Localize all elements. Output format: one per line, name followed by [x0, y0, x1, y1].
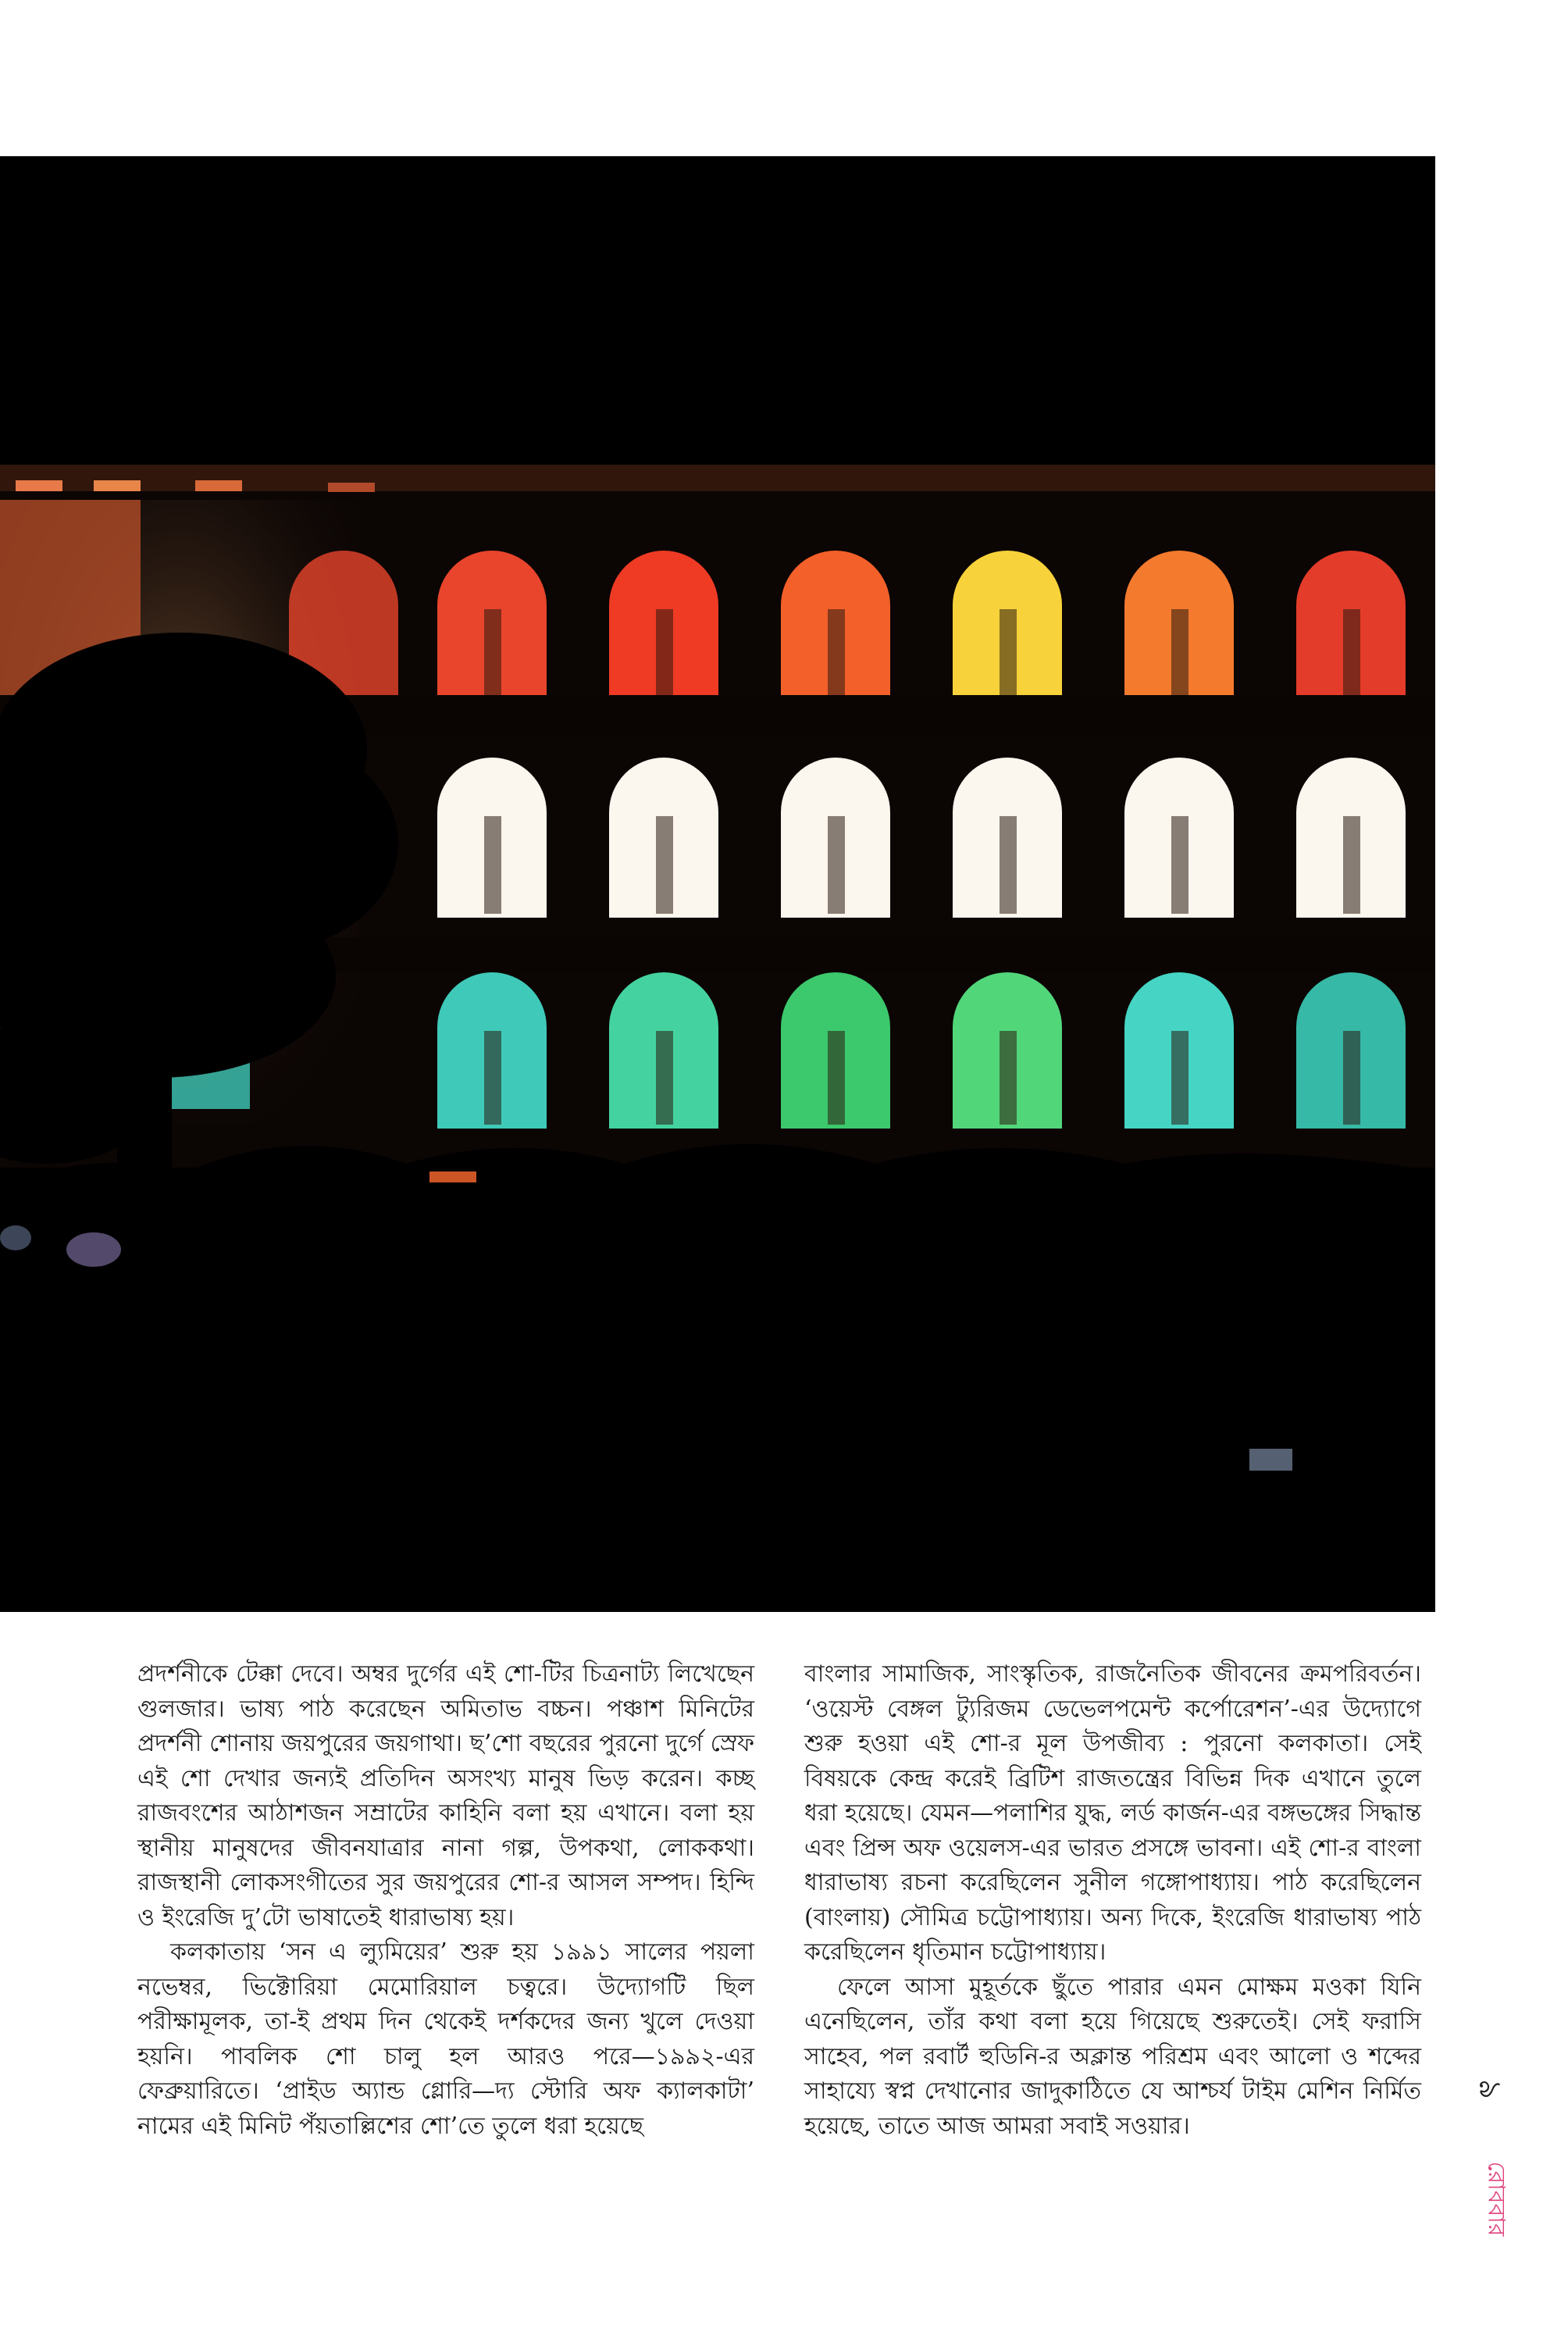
arch-door-shadow	[1000, 1031, 1017, 1125]
arch-door-shadow	[828, 1031, 845, 1125]
arch-door-shadow	[828, 609, 845, 703]
arch-door-shadow	[1343, 1031, 1360, 1125]
arch-door-shadow	[1171, 609, 1188, 703]
arch-door-shadow	[1343, 609, 1360, 703]
arch-door-shadow	[1171, 1031, 1188, 1125]
article-column-left	[137, 1657, 754, 2251]
article-paragraph: কলকাতায় ‘সন এ ল্যুমিয়ের’ শুরু হয় ১৯৯১ সালের পয়লা নভেম্বর, ভিক্টোরিয়া মেমোরিয়াল চত্বরে। উদ্যোগটি ছিল পরীক্ষামূলক, তা-ই প্রথম দিন থেকেই দর্শকদের জন্য খুলে দেওয়া হয়নি। পাবলিক শো চালু হল আরও পরে—১৯৯২-এর ফেব্রুয়ারিতে। ‘প্রাইড অ্যান্ড গ্লোরি—দ্য স্টোরি অফ ক্যালকাটা’ নামের এই মিনিট পঁয়তাল্লিশের শো’তে তুলে ধরা হয়েছে	[137, 1938, 754, 2140]
page-number: ৯	[1472, 2079, 1508, 2099]
page-folio	[1468, 2070, 1523, 2249]
arch-door-shadow	[484, 816, 501, 914]
arch-door-shadow	[828, 816, 845, 914]
arch-door-shadow	[484, 609, 501, 703]
arch-door-shadow	[656, 1031, 673, 1125]
article-column-right	[804, 1657, 1421, 2251]
arch-door-shadow	[656, 609, 673, 703]
arch-door-shadow	[1171, 816, 1188, 914]
article-paragraph: ফেলে আসা মুহূর্তকে ছুঁতে পারার এমন মোক্ষম মওকা যিনি এনেছিলেন, তাঁর কথা বলা হয়ে গিয়েছে শুরুতেই। সেই ফরাসি সাহেব, পল রবার্ট হুডিনি-র অক্লান্ত পরিশ্রম এবং আলো ও শব্দের সাহায্যে স্বপ্ন দেখানোর জাদুকাঠিতে যে আশ্চর্য টাইম মেশিন নির্মিত হয়েছে, তাতে আজ আমরা সবাই সওয়ার।	[804, 1973, 1421, 2140]
arch-door-shadow	[1343, 816, 1360, 914]
magazine-name: রোববার	[1482, 2161, 1510, 2237]
article-paragraph: প্রদর্শনীকে টেক্কা দেবে। অম্বর দুর্গের এই শো-টির চিত্রনাট্য লিখেছেন গুলজার। ভাষ্য পাঠ করেছেন অমিতাভ বচ্চন। পঞ্চাশ মিনিটের প্রদর্শনী শোনায় জয়পুরের জয়গাথা। ছ’শো বছরের পুরনো দুর্গে স্রেফ এই শো দেখার জন্যই প্রতিদিন অসংখ্য মানুষ ভিড় করেন। কচ্ছ রাজবংশের আঠাশজন সম্রাটের কাহিনি বলা হয় এখানে। বলা হয় স্থানীয় মানুষদের জীবনযাত্রার নানা গল্প, উপকথা, লোককথা। রাজস্থানী লোকসংগীতের সুর জয়পুরের শো-র আসল সম্পদ। হিন্দি ও ইংরেজি দু’টো ভাষাতেই ধারাভাষ্য হয়।	[137, 1660, 754, 1931]
arch-door-shadow	[656, 816, 673, 914]
night-illumination-photo	[0, 156, 1435, 1612]
arch-door-shadow	[1000, 609, 1017, 703]
article-paragraph: বাংলার সামাজিক, সাংস্কৃতিক, রাজনৈতিক জীবনের ক্রমপরিবর্তন। ‘ওয়েস্ট বেঙ্গল ট্যুরিজম ডেভেলপমেন্ট কর্পোরেশন’-এর উদ্যোগে শুরু হওয়া এই শো-র মূল উপজীব্য : পুরনো কলকাতা। সেই বিষয়কে কেন্দ্র করেই ব্রিটিশ রাজতন্ত্রের বিভিন্ন দিক এখানে তুলে ধরা হয়েছে। যেমন—পলাশির যুদ্ধ, লর্ড কার্জন-এর বঙ্গভঙ্গের সিদ্ধান্ত এবং প্রিন্স অফ ওয়েলস-এর ভারত প্রসঙ্গে ভাবনা। এই শো-র বাংলা ধারাভাষ্য রচনা করেছিলেন সুনীল গঙ্গোপাধ্যায়। পাঠ করেছিলেন (বাংলায়) সৌমিত্র চট্টোপাধ্যায়। অন্য দিকে, ইংরেজি ধারাভাষ্য পাঠ করেছিলেন ধৃতিমান চট্টোপাধ্যায়।	[804, 1660, 1421, 1966]
arch-door-shadow	[1000, 816, 1017, 914]
arch-door-shadow	[484, 1031, 501, 1125]
